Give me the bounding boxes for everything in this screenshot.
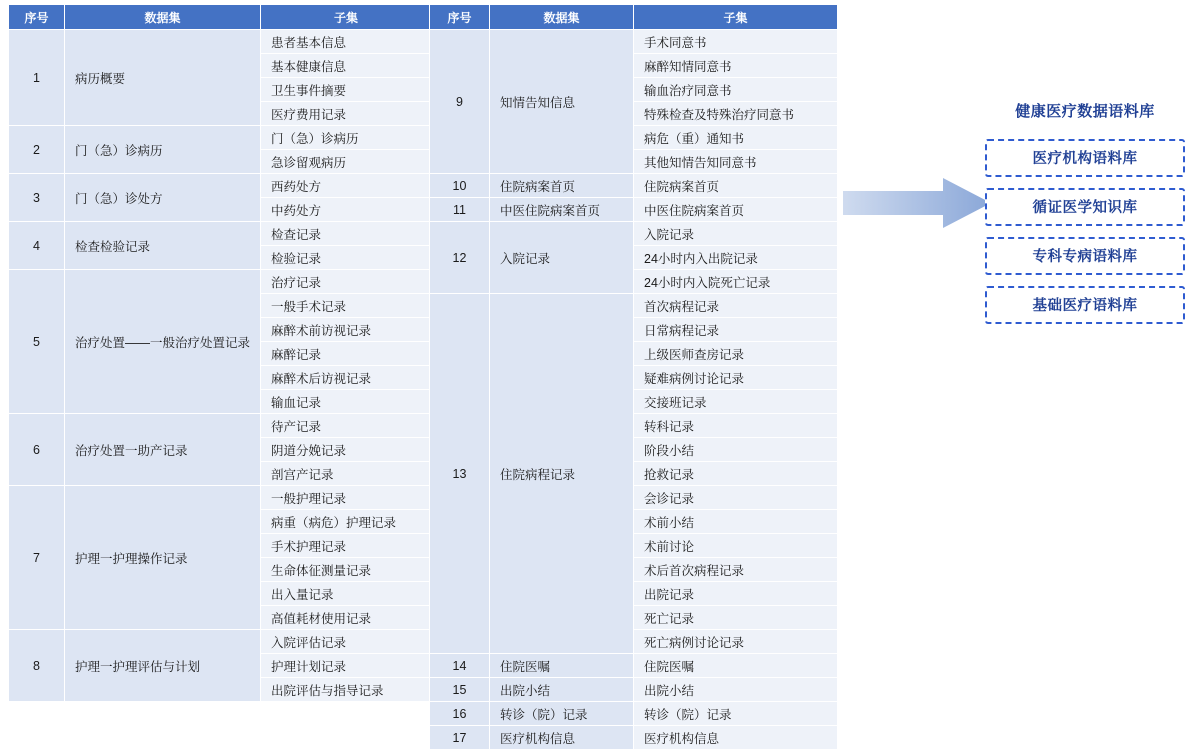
table-row <box>430 294 838 318</box>
dataset-name-cell: 住院医嘱 <box>490 654 634 678</box>
subset-cell: 出入量记录 <box>261 582 432 606</box>
subset-cell: 门（急）诊病历 <box>261 126 432 150</box>
subset-cell: 治疗记录 <box>261 270 432 294</box>
subset-cell: 急诊留观病历 <box>261 150 432 174</box>
column-header-dataset: 数据集 <box>65 5 261 30</box>
subset-cell: 手术同意书 <box>634 30 838 54</box>
table-row <box>9 30 432 54</box>
subset-cell: 中医住院病案首页 <box>634 198 838 222</box>
subset-cell: 转诊（院）记录 <box>634 702 838 726</box>
subset-cell: 术前小结 <box>634 510 838 534</box>
subset-cell: 检验记录 <box>261 246 432 270</box>
subset-cell: 会诊记录 <box>634 486 838 510</box>
subset-cell: 交接班记录 <box>634 390 838 414</box>
dataset-name-cell: 护理一护理操作记录 <box>65 486 261 630</box>
subset-cell: 医疗机构信息 <box>634 726 838 750</box>
row-index-cell: 16 <box>430 702 490 726</box>
table-row <box>430 702 838 726</box>
subset-cell: 高值耗材使用记录 <box>261 606 432 630</box>
subset-cell: 死亡记录 <box>634 606 838 630</box>
dataset-name-cell: 门（急）诊处方 <box>65 174 261 222</box>
table-row <box>430 726 838 750</box>
subset-cell: 转科记录 <box>634 414 838 438</box>
dataset-name-cell: 医疗机构信息 <box>490 726 634 750</box>
row-index-cell: 12 <box>430 222 490 294</box>
table-row <box>9 174 432 198</box>
right-dataset-table-container <box>429 4 838 750</box>
subset-cell: 术前讨论 <box>634 534 838 558</box>
table-row <box>9 414 432 438</box>
subset-cell: 护理计划记录 <box>261 654 432 678</box>
table-row <box>9 126 432 150</box>
row-index-cell: 7 <box>9 486 65 630</box>
table-row <box>430 222 838 246</box>
subset-cell: 出院记录 <box>634 582 838 606</box>
subset-cell: 麻醉术前访视记录 <box>261 318 432 342</box>
table-row <box>430 30 838 54</box>
subset-cell: 上级医师查房记录 <box>634 342 838 366</box>
subset-cell: 医疗费用记录 <box>261 102 432 126</box>
subset-cell: 手术护理记录 <box>261 534 432 558</box>
column-header-index: 序号 <box>9 5 65 30</box>
flow-arrow-icon <box>843 178 991 228</box>
row-index-cell: 5 <box>9 270 65 414</box>
corpus-item-medical-institution[interactable]: 医疗机构语料库 <box>985 139 1185 177</box>
subset-cell: 24小时内入出院记录 <box>634 246 838 270</box>
left-dataset-table <box>8 4 432 702</box>
subset-cell: 术后首次病程记录 <box>634 558 838 582</box>
subset-cell: 24小时内入院死亡记录 <box>634 270 838 294</box>
table-row <box>430 198 838 222</box>
dataset-name-cell: 治疗处置——一般治疗处置记录 <box>65 270 261 414</box>
subset-cell: 阶段小结 <box>634 438 838 462</box>
corpus-item-basic-medical[interactable]: 基础医疗语料库 <box>985 286 1185 324</box>
subset-cell: 出院评估与指导记录 <box>261 678 432 702</box>
row-index-cell: 9 <box>430 30 490 174</box>
subset-cell: 待产记录 <box>261 414 432 438</box>
dataset-name-cell: 病历概要 <box>65 30 261 126</box>
subset-cell: 抢救记录 <box>634 462 838 486</box>
right-dataset-table <box>429 4 838 750</box>
subset-cell: 首次病程记录 <box>634 294 838 318</box>
subset-cell: 麻醉知情同意书 <box>634 54 838 78</box>
dataset-name-cell: 中医住院病案首页 <box>490 198 634 222</box>
dataset-name-cell: 入院记录 <box>490 222 634 294</box>
row-index-cell: 1 <box>9 30 65 126</box>
subset-cell: 病危（重）通知书 <box>634 126 838 150</box>
subset-cell: 检查记录 <box>261 222 432 246</box>
dataset-name-cell: 治疗处置一助产记录 <box>65 414 261 486</box>
row-index-cell: 13 <box>430 294 490 654</box>
subset-cell: 入院记录 <box>634 222 838 246</box>
dataset-name-cell: 检查检验记录 <box>65 222 261 270</box>
table-row <box>430 678 838 702</box>
subset-cell: 基本健康信息 <box>261 54 432 78</box>
row-index-cell: 8 <box>9 630 65 702</box>
dataset-name-cell: 知情告知信息 <box>490 30 634 174</box>
left-dataset-table-container <box>8 4 432 702</box>
column-header-index: 序号 <box>430 5 490 30</box>
corpus-item-specialty-disease[interactable]: 专科专病语料库 <box>985 237 1185 275</box>
table-row <box>9 486 432 510</box>
table-row <box>9 222 432 246</box>
row-index-cell: 3 <box>9 174 65 222</box>
subset-cell: 出院小结 <box>634 678 838 702</box>
corpus-panel <box>985 100 1185 335</box>
subset-cell: 住院医嘱 <box>634 654 838 678</box>
subset-cell: 输血记录 <box>261 390 432 414</box>
column-header-subset: 子集 <box>634 5 838 30</box>
dataset-name-cell: 护理一护理评估与计划 <box>65 630 261 702</box>
row-index-cell: 14 <box>430 654 490 678</box>
subset-cell: 日常病程记录 <box>634 318 838 342</box>
table-row <box>9 270 432 294</box>
subset-cell: 入院评估记录 <box>261 630 432 654</box>
dataset-name-cell: 住院病程记录 <box>490 294 634 654</box>
row-index-cell: 6 <box>9 414 65 486</box>
corpus-panel-title: 健康医疗数据语料库 <box>1015 103 1155 120</box>
row-index-cell: 4 <box>9 222 65 270</box>
subset-cell: 输血治疗同意书 <box>634 78 838 102</box>
subset-cell: 疑难病例讨论记录 <box>634 366 838 390</box>
dataset-name-cell: 住院病案首页 <box>490 174 634 198</box>
table-row <box>9 630 432 654</box>
subset-cell: 其他知情告知同意书 <box>634 150 838 174</box>
table-row <box>430 654 838 678</box>
subset-cell: 剖宫产记录 <box>261 462 432 486</box>
row-index-cell: 2 <box>9 126 65 174</box>
dataset-name-cell: 出院小结 <box>490 678 634 702</box>
row-index-cell: 11 <box>430 198 490 222</box>
row-index-cell: 15 <box>430 678 490 702</box>
row-index-cell: 17 <box>430 726 490 750</box>
table-row <box>430 174 838 198</box>
subset-cell: 患者基本信息 <box>261 30 432 54</box>
subset-cell: 住院病案首页 <box>634 174 838 198</box>
dataset-name-cell: 门（急）诊病历 <box>65 126 261 174</box>
subset-cell: 麻醉记录 <box>261 342 432 366</box>
subset-cell: 死亡病例讨论记录 <box>634 630 838 654</box>
subset-cell: 中药处方 <box>261 198 432 222</box>
subset-cell: 一般手术记录 <box>261 294 432 318</box>
subset-cell: 阴道分娩记录 <box>261 438 432 462</box>
column-header-dataset: 数据集 <box>490 5 634 30</box>
dataset-name-cell: 转诊（院）记录 <box>490 702 634 726</box>
subset-cell: 生命体征测量记录 <box>261 558 432 582</box>
subset-cell: 卫生事件摘要 <box>261 78 432 102</box>
subset-cell: 麻醉术后访视记录 <box>261 366 432 390</box>
corpus-item-evidence-based-medicine[interactable]: 循证医学知识库 <box>985 188 1185 226</box>
column-header-subset: 子集 <box>261 5 432 30</box>
subset-cell: 特殊检查及特殊治疗同意书 <box>634 102 838 126</box>
row-index-cell: 10 <box>430 174 490 198</box>
subset-cell: 一般护理记录 <box>261 486 432 510</box>
table-header-row <box>430 5 838 30</box>
subset-cell: 病重（病危）护理记录 <box>261 510 432 534</box>
subset-cell: 西药处方 <box>261 174 432 198</box>
table-header-row <box>9 5 432 30</box>
